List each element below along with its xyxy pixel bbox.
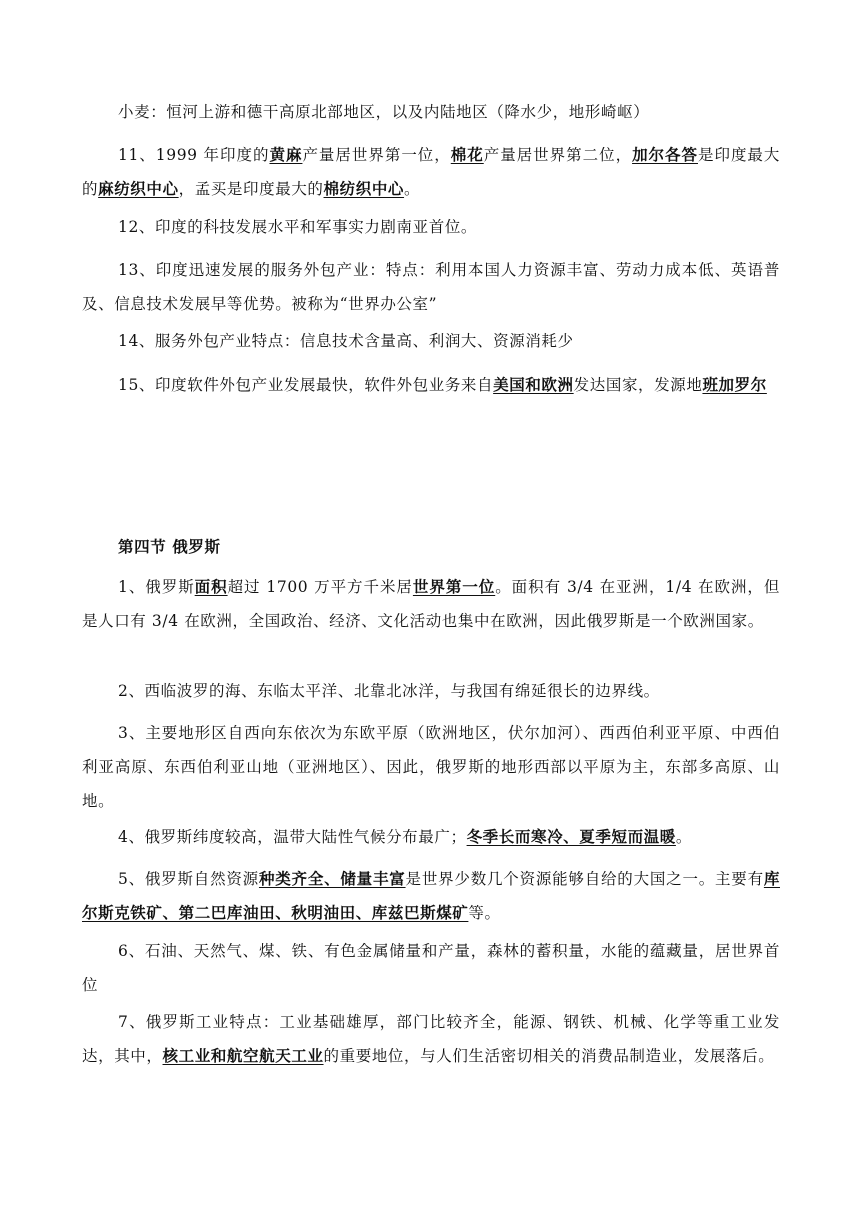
paragraph-russia-2 (82, 674, 780, 708)
paragraph-russia-7 (82, 1005, 780, 1073)
paragraph-russia-3 (82, 716, 780, 818)
paragraph-11 (82, 138, 780, 206)
paragraph-russia-1 (82, 570, 780, 638)
text-segment: 是世界少数几个资源能够自给的大国之一。主要有 (405, 870, 764, 888)
keyword-highlight: 棉花 (450, 145, 484, 164)
text-segment: 产量居世界第二位， (483, 146, 633, 164)
paragraph-12 (82, 210, 780, 244)
text-segment: 等。 (468, 904, 501, 922)
text-segment: 4、俄罗斯纬度较高，温带大陆性气候分布最广； (118, 828, 467, 846)
keyword-highlight: 世界第一位 (412, 577, 496, 596)
section-heading: 第四节 俄罗斯 (118, 537, 221, 556)
text-segment: 2、西临波罗的海、东临太平洋、北靠北冰洋，与我国有绵延很长的边界线。 (118, 682, 660, 700)
text-segment: 13、印度迅速发展的服务外包产业：特点：利用本国人力资源丰富、劳动力成本低、英语普及、信息技术发展早等优势。被称为“世界办公室” (82, 261, 780, 313)
text-segment: 。 (404, 180, 421, 198)
text-segment: 超过 1700 万平方千米居 (227, 578, 413, 596)
paragraph-wheat (82, 95, 780, 129)
keyword-highlight: 库尔斯克铁矿、第二巴库油田、秋明油田、库兹巴斯煤矿 (82, 869, 780, 922)
paragraph-13 (82, 253, 780, 321)
keyword-highlight: 加尔各答 (632, 145, 698, 164)
text-segment: 5、俄罗斯自然资源 (118, 870, 259, 888)
text-segment: 7、俄罗斯工业特点：工业基础雄厚，部门比较齐全，能源、钢铁、机械、化学等重工业发达，其中， (82, 1013, 780, 1065)
paragraph-russia-4 (82, 820, 780, 854)
text-segment: 产量居世界第一位， (302, 146, 451, 164)
text-segment: 3、主要地形区自西向东依次为东欧平原（欧洲地区，伏尔加河）、西西伯利亚平原、中西伯利亚高原、东西伯利亚山地（亚洲地区）、因此，俄罗斯的地形西部以平原为主，东部多高原、山地。 (82, 724, 780, 810)
paragraph-14 (82, 324, 780, 358)
text-segment: 6、石油、天然气、煤、铁、有色金属储量和产量，森林的蓄积量，水能的蕴藏量，居世界首位 (82, 942, 780, 994)
paragraph-russia-6 (82, 934, 780, 1002)
keyword-highlight: 棉纺织中心 (323, 179, 405, 198)
text-segment: 是印度最大的 (82, 146, 781, 198)
keyword-highlight: 美国和欧洲 (493, 375, 574, 394)
text-segment: 的重要地位，与人们生活密切相关的消费品制造业，发展落后。 (323, 1047, 775, 1065)
paragraph-15 (82, 368, 780, 402)
keyword-highlight: 冬季长而寒冷、夏季短而温暖 (466, 827, 676, 846)
keyword-highlight: 核工业和航空航天工业 (162, 1046, 324, 1065)
keyword-highlight: 面积 (194, 577, 228, 596)
text-segment: 。面积有 3/4 在亚洲，1/4 在欧洲，但是人口有 3/4 在欧洲，全国政治、经济、文化活动也集中在欧洲，因此俄罗斯是一个欧洲国家。 (82, 578, 780, 630)
keyword-highlight: 黄麻 (269, 145, 303, 164)
text-segment: 15、印度软件外包产业发展最快，软件外包业务来自 (118, 376, 494, 394)
text-segment: 发达国家，发源地 (573, 376, 703, 394)
keyword-highlight: 班加罗尔 (702, 375, 767, 394)
text-segment: 。 (675, 828, 692, 846)
text-segment: 14、服务外包产业特点：信息技术含量高、利润大、资源消耗少 (118, 332, 574, 350)
text-segment: 1、俄罗斯 (118, 578, 195, 596)
paragraph-russia-5 (82, 862, 780, 930)
text-segment: 11、1999 年印度的 (118, 146, 270, 164)
keyword-highlight: 种类齐全、储量丰富 (258, 869, 406, 888)
text-segment: 小麦：恒河上游和德干高原北部地区，以及内陆地区（降水少，地形崎岖） (118, 103, 650, 121)
text-segment: ，孟买是印度最大的 (178, 180, 324, 198)
text-segment: 12、印度的科技发展水平和军事实力剧南亚首位。 (118, 218, 478, 236)
keyword-highlight: 麻纺织中心 (98, 179, 179, 198)
